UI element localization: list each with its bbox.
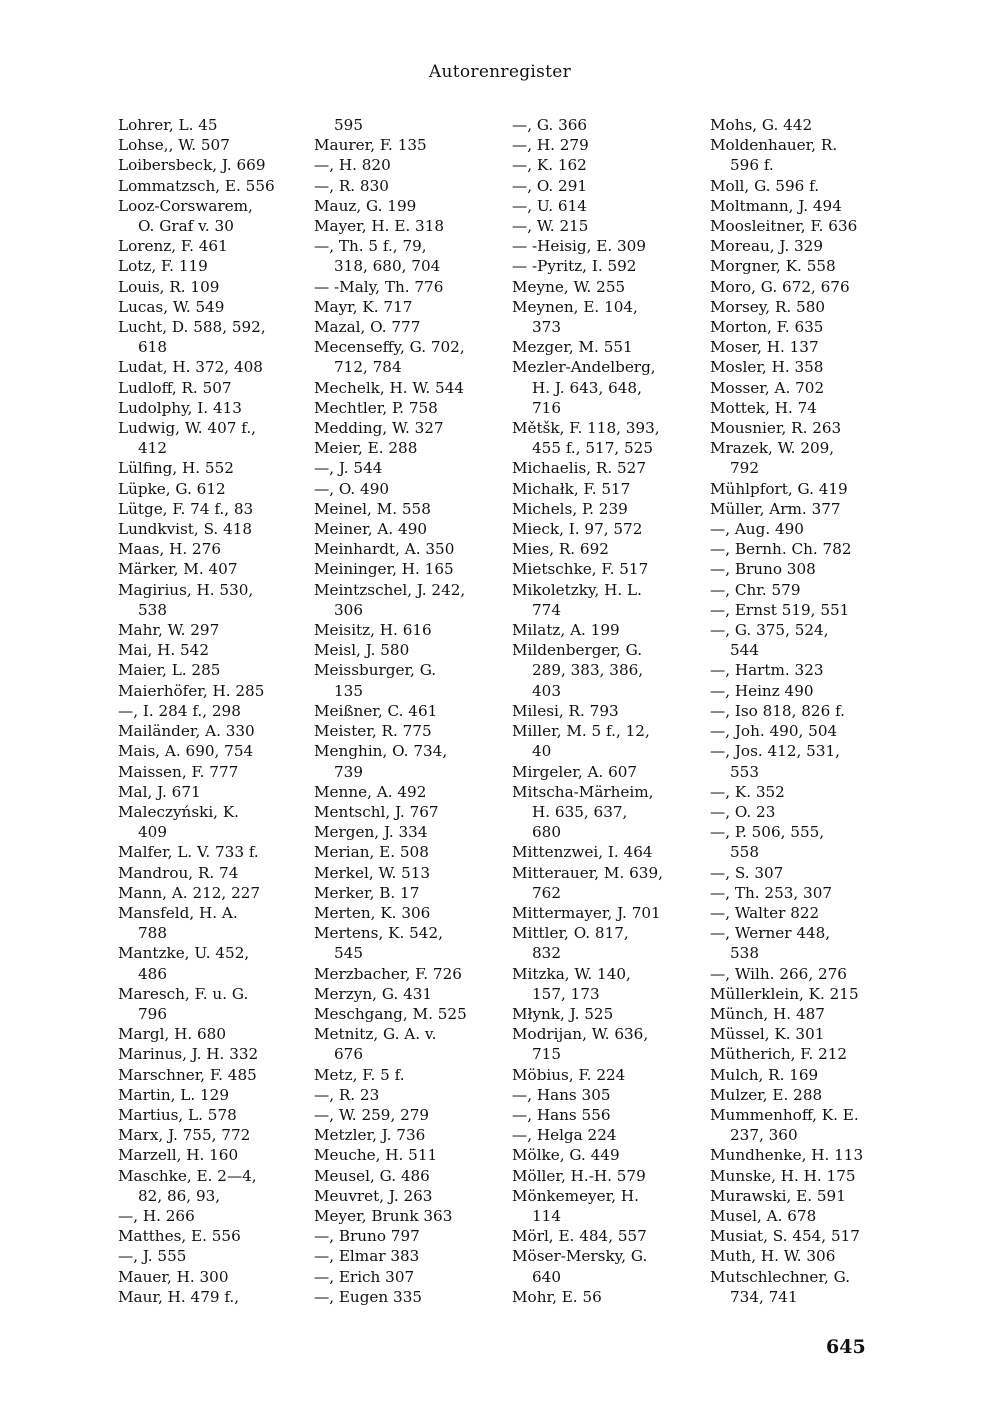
index-entry-continuation: 412	[138, 439, 167, 458]
index-entry: Mittler, O. 817,	[512, 924, 629, 943]
index-entry: Mann, A. 212, 227	[118, 883, 261, 902]
index-entry: Mottek, H. 74	[710, 398, 817, 417]
index-entry: Ludat, H. 372, 408	[118, 358, 263, 377]
index-entry: —, I. 284 f., 298	[118, 701, 241, 720]
index-entry-continuation: H. J. 643, 648,	[532, 378, 642, 397]
index-entry: Mergen, J. 334	[314, 823, 428, 842]
index-entry-continuation: 409	[138, 823, 167, 842]
index-entry-continuation: 545	[334, 944, 363, 963]
index-entry: Metnitz, G. A. v.	[314, 1025, 437, 1044]
index-entry-continuation: 373	[532, 318, 561, 337]
index-entry: Medding, W. 327	[314, 419, 444, 438]
index-entry: Musiat, S. 454, 517	[710, 1227, 860, 1246]
index-entry: Menne, A. 492	[314, 782, 427, 801]
index-entry: Looz-Corswarem,	[118, 196, 253, 215]
index-entry: Mies, R. 692	[512, 540, 609, 559]
index-entry: Morton, F. 635	[710, 318, 824, 337]
index-entry: Malfer, L. V. 733 f.	[118, 843, 259, 862]
index-entry: Mühlpfort, G. 419	[710, 479, 848, 498]
index-entry: —, Bruno 797	[314, 1227, 420, 1246]
index-entry: Ludloff, R. 507	[118, 378, 232, 397]
index-entry: Mummenhoff, K. E.	[710, 1105, 859, 1124]
index-entry: Modrijan, W. 636,	[512, 1025, 649, 1044]
index-entry: Mazal, O. 777	[314, 318, 421, 337]
index-entry: Michałk, F. 517	[512, 479, 631, 498]
index-entry: —, R. 23	[314, 1085, 380, 1104]
index-entry: Mitscha-Märheim,	[512, 782, 654, 801]
index-entry: —, O. 23	[710, 802, 776, 821]
index-entry: Mantzke, U. 452,	[118, 944, 250, 963]
index-entry: Merzbacher, F. 726	[314, 964, 462, 983]
index-entry: —, Elmar 383	[314, 1247, 420, 1266]
index-entry: Meinhardt, A. 350	[314, 540, 455, 559]
index-entry: Michaelis, R. 527	[512, 459, 646, 478]
index-entry: Mal, J. 671	[118, 782, 201, 801]
index-entry: —, Werner 448,	[710, 924, 831, 943]
index-entry: Müller, Arm. 377	[710, 499, 841, 518]
index-entry: —, H. 279	[512, 136, 589, 155]
index-entry-continuation: 595	[334, 116, 363, 134]
index-entry: —, Hartm. 323	[710, 661, 824, 680]
index-entry: Mutschlechner, G.	[710, 1267, 851, 1286]
index-entry: —, Ernst 519, 551	[710, 600, 850, 619]
index-entry: Meißner, C. 461	[314, 701, 438, 720]
index-entry: Mohs, G. 442	[710, 116, 813, 134]
index-entry: Mauz, G. 199	[314, 196, 417, 215]
index-entry-continuation: 289, 383, 386,	[532, 661, 644, 680]
index-entry: Mechelk, H. W. 544	[314, 378, 465, 397]
index-entry: Mandrou, R. 74	[118, 863, 239, 882]
index-entry: Meinel, M. 558	[314, 499, 431, 518]
index-entry-continuation: O. Graf v. 30	[138, 217, 234, 236]
index-entry: Mittermayer, J. 701	[512, 903, 661, 922]
index-entry: Moosleitner, F. 636	[710, 217, 858, 236]
index-entry: Mitzka, W. 140,	[512, 964, 631, 983]
index-entry-continuation: 618	[138, 338, 167, 357]
index-entry: Meusel, G. 486	[314, 1166, 430, 1185]
index-entry: Möbius, F. 224	[512, 1065, 626, 1084]
index-entry: —, Wilh. 266, 276	[710, 964, 847, 983]
index-entry: Moldenhauer, R.	[710, 136, 838, 155]
index-column-2	[314, 115, 504, 1307]
index-entry: —, Jos. 412, 531,	[710, 742, 840, 761]
index-entry: Meissburger, G.	[314, 661, 437, 680]
index-entry-continuation: 792	[730, 459, 759, 478]
index-entry-continuation: 716	[532, 398, 561, 417]
index-entry: Margl, H. 680	[118, 1025, 226, 1044]
index-entry: Lommatzsch, E. 556	[118, 176, 275, 195]
index-entry: Lüpke, G. 612	[118, 479, 226, 498]
index-entry: Marzell, H. 160	[118, 1146, 239, 1165]
index-entry: Möller, H.-H. 579	[512, 1166, 646, 1185]
index-entry-continuation: 82, 86, 93,	[138, 1186, 221, 1205]
index-entry: —, Bruno 308	[710, 560, 816, 579]
index-entry-continuation: 788	[138, 924, 167, 943]
index-entry: Mertens, K. 542,	[314, 924, 443, 943]
index-entry: Mauer, H. 300	[118, 1267, 229, 1286]
index-entry: Milesi, R. 793	[512, 701, 619, 720]
index-entry-continuation: 455 f., 517, 525	[532, 439, 654, 458]
index-entry-continuation: 734, 741	[730, 1287, 798, 1306]
index-entry: —, K. 352	[710, 782, 785, 801]
index-entry: Merian, E. 508	[314, 843, 429, 862]
index-entry: Mieck, I. 97, 572	[512, 520, 643, 539]
index-entry: —, Iso 818, 826 f.	[710, 701, 845, 720]
index-entry: Meuvret, J. 263	[314, 1186, 433, 1205]
index-entry: Muth, H. W. 306	[710, 1247, 836, 1266]
index-entry: —, U. 614	[512, 196, 587, 215]
index-entry: Maur, H. 479 f.,	[118, 1287, 240, 1306]
index-entry: Ludolphy, I. 413	[118, 398, 242, 417]
index-entry: Lorenz, F. 461	[118, 237, 228, 256]
index-entry-continuation: 318, 680, 704	[334, 257, 441, 276]
index-entry-continuation: 676	[334, 1045, 363, 1064]
index-entry: Lohrer, L. 45	[118, 116, 218, 134]
index-entry: Ludwig, W. 407 f.,	[118, 419, 256, 438]
index-entry: —, J. 555	[118, 1247, 187, 1266]
index-entry: Mohr, E. 56	[512, 1287, 602, 1306]
index-entry: Mölke, G. 449	[512, 1146, 620, 1165]
index-entry: Mezger, M. 551	[512, 338, 633, 357]
index-entry-continuation: 558	[730, 843, 759, 862]
index-entry: Mikoletzky, H. L.	[512, 580, 642, 599]
index-entry: —, Hans 556	[512, 1105, 611, 1124]
index-entry: Merten, K. 306	[314, 903, 431, 922]
index-entry: Morsey, R. 580	[710, 297, 826, 316]
index-entry-continuation: 403	[532, 681, 561, 700]
index-entry: Meuche, H. 511	[314, 1146, 438, 1165]
index-entry: —, G. 375, 524,	[710, 621, 829, 640]
index-entry: —, P. 506, 555,	[710, 823, 825, 842]
index-entry: Merkel, W. 513	[314, 863, 431, 882]
index-entry: Mousnier, R. 263	[710, 419, 842, 438]
index-entry: — -Maly, Th. 776	[314, 277, 444, 296]
index-entry: Mulzer, E. 288	[710, 1085, 823, 1104]
index-entry: Meier, E. 288	[314, 439, 418, 458]
index-entry: —, Erich 307	[314, 1267, 415, 1286]
index-entry-continuation: 553	[730, 762, 759, 781]
index-entry: —, R. 830	[314, 176, 389, 195]
index-entry: Maleczyński, K.	[118, 802, 240, 821]
index-entry: —, K. 162	[512, 156, 587, 175]
index-entry: Mörl, E. 484, 557	[512, 1227, 647, 1246]
index-entry: Metzler, J. 736	[314, 1126, 426, 1145]
index-entry: Mayr, K. 717	[314, 297, 413, 316]
index-entry: Müssel, K. 301	[710, 1025, 825, 1044]
index-entry: Merzyn, G. 431	[314, 984, 433, 1003]
index-entry: Mechtler, P. 758	[314, 398, 438, 417]
page-number: 645	[826, 1336, 866, 1358]
index-entry: Menghin, O. 734,	[314, 742, 448, 761]
index-entry: Mrazek, W. 209,	[710, 439, 835, 458]
index-entry: Lundkvist, S. 418	[118, 520, 253, 539]
index-entry: Maier, L. 285	[118, 661, 221, 680]
index-entry: Mailänder, A. 330	[118, 722, 255, 741]
index-entry: —, H. 266	[118, 1206, 195, 1225]
index-entry: Meynen, E. 104,	[512, 297, 638, 316]
index-entry: Mietschke, F. 517	[512, 560, 649, 579]
index-entry-continuation: 832	[532, 944, 561, 963]
index-entry: Moro, G. 672, 676	[710, 277, 850, 296]
index-entry: Mosser, A. 702	[710, 378, 825, 397]
index-entry: Moltmann, J. 494	[710, 196, 842, 215]
index-entry-continuation: 715	[532, 1045, 561, 1064]
index-entry: —, H. 820	[314, 156, 391, 175]
index-entry: Mittenzwei, I. 464	[512, 843, 653, 862]
index-entry: Maas, H. 276	[118, 540, 221, 559]
index-entry: —, W. 259, 279	[314, 1105, 430, 1124]
index-entry: Moreau, J. 329	[710, 237, 823, 256]
index-entry-continuation: 796	[138, 1004, 167, 1023]
index-column-3	[512, 115, 702, 1307]
index-entry: —, Joh. 490, 504	[710, 722, 838, 741]
index-entry: Munske, H. H. 175	[710, 1166, 856, 1185]
index-entry: Louis, R. 109	[118, 277, 220, 296]
index-entry: —, Heinz 490	[710, 681, 814, 700]
index-entry: Mitterauer, M. 639,	[512, 863, 663, 882]
index-entry: — -Heisig, E. 309	[512, 237, 646, 256]
index-entry: Mosler, H. 358	[710, 358, 824, 377]
index-entry: Lütge, F. 74 f., 83	[118, 499, 254, 518]
index-entry: Meyer, Brunk 363	[314, 1206, 453, 1225]
index-entry: Mansfeld, H. A.	[118, 903, 238, 922]
index-entry-continuation: 774	[532, 600, 561, 619]
index-entry: —, O. 291	[512, 176, 588, 195]
index-entry: Mais, A. 690, 754	[118, 742, 254, 761]
index-entry: Moser, H. 137	[710, 338, 819, 357]
index-entry-continuation: 135	[334, 681, 363, 700]
index-entry: Meisl, J. 580	[314, 641, 410, 660]
index-entry: Meyne, W. 255	[512, 277, 626, 296]
index-entry: Matthes, E. 556	[118, 1227, 241, 1246]
index-entry: Maissen, F. 777	[118, 762, 239, 781]
index-entry: Miller, M. 5 f., 12,	[512, 722, 650, 741]
index-entry: —, G. 366	[512, 116, 588, 134]
index-entry: Müllerklein, K. 215	[710, 984, 859, 1003]
index-entry: Michels, P. 239	[512, 499, 628, 518]
index-entry: Maresch, F. u. G.	[118, 984, 249, 1003]
index-entry: Meiner, A. 490	[314, 520, 428, 539]
index-entry: Meschgang, M. 525	[314, 1004, 467, 1023]
index-entry: Marx, J. 755, 772	[118, 1126, 251, 1145]
index-entry: Metz, F. 5 f.	[314, 1065, 405, 1084]
index-entry-continuation: 680	[532, 823, 561, 842]
index-entry: —, Walter 822	[710, 903, 820, 922]
index-entry: Mulch, R. 169	[710, 1065, 819, 1084]
index-entry: Lülfing, H. 552	[118, 459, 234, 478]
index-entry: Merker, B. 17	[314, 883, 420, 902]
index-entry: Moll, G. 596 f.	[710, 176, 820, 195]
index-entry: Märker, M. 407	[118, 560, 238, 579]
index-entry: Murawski, E. 591	[710, 1186, 846, 1205]
index-entry: Lotz, F. 119	[118, 257, 208, 276]
index-entry-continuation: 762	[532, 883, 561, 902]
index-entry: Maierhöfer, H. 285	[118, 681, 265, 700]
index-entry: Mönkemeyer, H.	[512, 1186, 639, 1205]
index-entry: Mecenseffy, G. 702,	[314, 338, 465, 357]
index-entry: Meisitz, H. 616	[314, 621, 432, 640]
index-entry: Meininger, H. 165	[314, 560, 454, 579]
index-entry: Meintzschel, J. 242,	[314, 580, 466, 599]
index-entry-continuation: 306	[334, 600, 363, 619]
index-entry: Morgner, K. 558	[710, 257, 836, 276]
index-entry: Mirgeler, A. 607	[512, 762, 638, 781]
index-entry: — -Pyritz, I. 592	[512, 257, 637, 276]
index-entry: Lucas, W. 549	[118, 297, 225, 316]
index-entry: —, W. 215	[512, 217, 589, 236]
index-entry: —, Bernh. Ch. 782	[710, 540, 852, 559]
index-entry: Loibersbeck, J. 669	[118, 156, 266, 175]
index-entry: —, Chr. 579	[710, 580, 801, 599]
index-entry: Mütherich, F. 212	[710, 1045, 848, 1064]
index-entry-continuation: 538	[138, 600, 167, 619]
index-entry: Mentschl, J. 767	[314, 802, 439, 821]
index-entry: Lohse,, W. 507	[118, 136, 230, 155]
index-column-1	[118, 115, 308, 1307]
index-entry: Magirius, H. 530,	[118, 580, 254, 599]
index-entry: Maschke, E. 2—4,	[118, 1166, 257, 1185]
index-entry-continuation: H. 635, 637,	[532, 802, 628, 821]
index-entry: Milatz, A. 199	[512, 621, 620, 640]
index-entry: Mai, H. 542	[118, 641, 210, 660]
index-entry: Musel, A. 678	[710, 1206, 817, 1225]
index-entry-continuation: 538	[730, 944, 759, 963]
index-entry: —, Helga 224	[512, 1126, 617, 1145]
index-entry: Mayer, H. E. 318	[314, 217, 445, 236]
index-entry: —, Aug. 490	[710, 520, 804, 539]
index-entry: Marinus, J. H. 332	[118, 1045, 259, 1064]
index-entry: —, S. 307	[710, 863, 784, 882]
index-entry: Maurer, F. 135	[314, 136, 427, 155]
index-entry: Mundhenke, H. 113	[710, 1146, 864, 1165]
index-entry-continuation: 544	[730, 641, 759, 660]
index-entry: Martin, L. 129	[118, 1085, 229, 1104]
page-title: Autorenregister	[428, 62, 572, 82]
index-entry-continuation: 640	[532, 1267, 561, 1286]
index-entry-continuation: 40	[532, 742, 552, 761]
index-entry: Młynk, J. 525	[512, 1004, 614, 1023]
index-entry: Mětšk, F. 118, 393,	[512, 419, 660, 438]
index-entry-continuation: 114	[532, 1206, 561, 1225]
index-entry-continuation: 739	[334, 762, 363, 781]
index-column-4	[710, 115, 900, 1307]
index-entry: Münch, H. 487	[710, 1004, 825, 1023]
index-entry: Meister, R. 775	[314, 722, 432, 741]
index-entry: —, Th. 253, 307	[710, 883, 833, 902]
index-entry: Mahr, W. 297	[118, 621, 220, 640]
index-entry: —, O. 490	[314, 479, 390, 498]
index-entry-continuation: 486	[138, 964, 167, 983]
index-entry: —, J. 544	[314, 459, 383, 478]
index-entry-continuation: 596 f.	[730, 156, 774, 175]
index-entry-continuation: 712, 784	[334, 358, 402, 377]
index-entry: Marschner, F. 485	[118, 1065, 257, 1084]
index-entry-continuation: 157, 173	[532, 984, 600, 1003]
index-entry: —, Hans 305	[512, 1085, 611, 1104]
index-entry: Mildenberger, G.	[512, 641, 643, 660]
index-entry: —, Th. 5 f., 79,	[314, 237, 427, 256]
index-entry: Lucht, D. 588, 592,	[118, 318, 266, 337]
index-entry: Martius, L. 578	[118, 1105, 237, 1124]
index-entry: Mezler-Andelberg,	[512, 358, 656, 377]
index-entry-continuation: 237, 360	[730, 1126, 798, 1145]
index-entry: Möser-Mersky, G.	[512, 1247, 648, 1266]
index-entry: —, Eugen 335	[314, 1287, 423, 1306]
